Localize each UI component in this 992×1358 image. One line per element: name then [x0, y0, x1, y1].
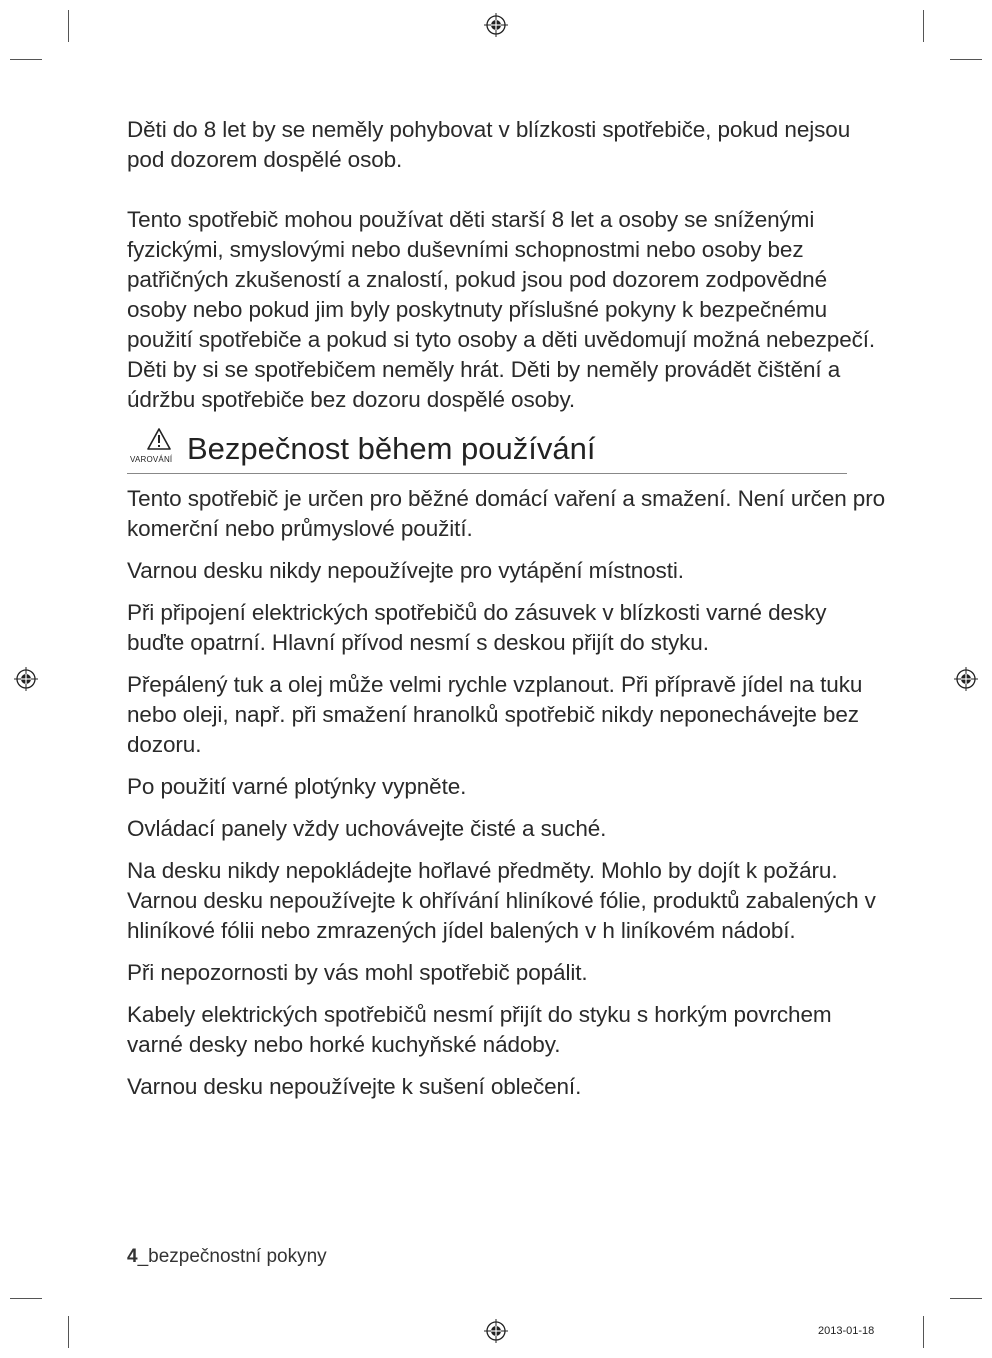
crop-mark: [68, 10, 69, 42]
crop-mark: [68, 1316, 69, 1348]
list-item: Varnou desku nepoužívejte k ohřívání hliníkové fólie, produktů zabalených v hliníkové fólii nebo zmrazených jídel balených v h liníkovém nádobí.: [127, 888, 876, 943]
intro-paragraph: Děti do 8 let by se neměly pohybovat v blízkosti spotřebiče, pokud nejsou pod dozorem dospělé osob.: [127, 117, 851, 172]
crop-mark: [923, 1316, 924, 1348]
page-footer: [127, 1246, 327, 1268]
crop-mark: [923, 10, 924, 42]
list-item: Kabely elektrických spotřebičů nesmí přijít do styku s horkým povrchem varné desky nebo horké kuchyňské nádoby.: [127, 1002, 832, 1057]
section-heading: [127, 431, 847, 474]
registration-icon: [484, 13, 508, 37]
list-item: Při nepozornosti by vás mohl spotřebič popálit.: [127, 960, 588, 985]
list-item: Přepálený tuk a olej může velmi rychle vzplanout. Při přípravě jídel na tuku nebo oleji, např. při smažení hranolků spotřebič nikdy neponechávejte bez dozoru.: [127, 672, 863, 757]
crop-mark: [950, 59, 982, 60]
warning-badge: [130, 427, 186, 469]
list-item: Při připojení elektrických spotřebičů do zásuvek v blízkosti varné desky buďte opatrní. Hlavní přívod nesmí s deskou přijít do styku.: [127, 600, 827, 655]
list-item: Tento spotřebič je určen pro běžné domácí vaření a smažení. Není určen pro komerční nebo průmyslové použití.: [127, 486, 886, 541]
print-date: 2013-01-18: [818, 1325, 875, 1337]
crop-mark: [950, 1298, 982, 1299]
warning-label: VAROVÁNÍ: [130, 455, 173, 464]
intro-paragraph: Tento spotřebič mohou používat děti starší 8 let a osoby se sníženými fyzickými, smyslovými nebo duševními schopnostmi nebo osoby bez patřičných zkušeností a znalostí, pokud jsou pod dozorem zodpovědné osoby nebo pokud jim byly poskytnuty příslušné pokyny k bezpečnému použití spotřebiče a pokud si tyto osoby a děti uvědomují možná nebezpečí. Děti by si se spotřebičem neměly hrát. Děti by neměly provádět čištění a údržbu spotřebiče bez dozoru dospělé osoby.: [127, 207, 876, 412]
list-item: Varnou desku nepoužívejte k sušení oblečení.: [127, 1074, 582, 1099]
list-item: Po použití varné plotýnky vypněte.: [127, 774, 467, 799]
footer-section-name: _bezpečnostní pokyny: [137, 1246, 327, 1267]
crop-mark: [10, 1298, 42, 1299]
section-title: Bezpečnost během používání: [187, 431, 596, 466]
page-content: [127, 115, 887, 1102]
list-item: Ovládací panely vždy uchovávejte čisté a suché.: [127, 816, 607, 841]
warning-triangle-icon: [146, 427, 172, 451]
list-item: Na desku nikdy nepokládejte hořlavé předměty. Mohlo by dojít k požáru.: [127, 858, 838, 883]
registration-icon: [14, 667, 38, 691]
crop-mark: [10, 59, 42, 60]
registration-icon: [484, 1319, 508, 1343]
list-item: Varnou desku nikdy nepoužívejte pro vytápění místnosti.: [127, 558, 684, 583]
registration-icon: [954, 667, 978, 691]
page-number: 4: [127, 1246, 138, 1267]
